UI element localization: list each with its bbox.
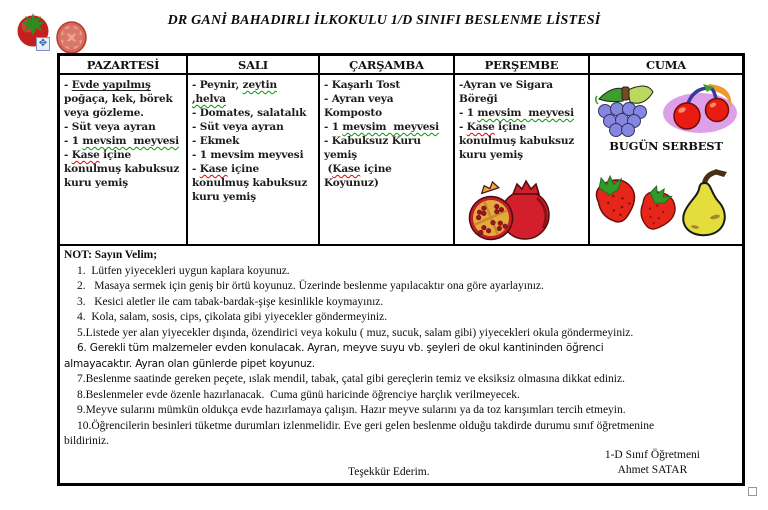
note-line: 6. Gerekli tüm malzemeler evden konulacak. Ayran, meyve suyu vb. şeyleri de okul kantininden öğrenci [77, 342, 604, 354]
teacher-title: 1-D Sınıf Öğretmeni [604, 449, 700, 461]
menu-line: - Ekmek [192, 135, 240, 147]
day-header-monday: PAZARTESİ [60, 56, 188, 75]
grapes-image [593, 80, 657, 138]
menu-line: (Kase içine [324, 163, 392, 175]
note-line: 1. Lütfen yiyecekleri uygun kaplara koyunuz. [77, 264, 290, 277]
menu-line: - 1 mevsim meyvesi [64, 135, 179, 147]
menu-line: - Süt veya ayran [64, 121, 156, 133]
notes-list [64, 248, 737, 450]
day-header-tuesday: SALI [188, 56, 320, 75]
note-line: 9.Meyve sularını mümkün oldukça evde hazırlamaya çalışın. Hazır meyve sularını ya da toz karışımları tercih etmeyin. [77, 404, 626, 416]
menu-line: - Domates, salatalık [192, 107, 307, 119]
note-line: 3. Kesici aletler ile cam tabak-bardak-şişe kesinlikle koymayınız. [77, 295, 384, 308]
menu-line: kuru yemiş [64, 177, 129, 189]
strawberries-image [591, 168, 685, 240]
menu-line: - 1 mevsim meyvesi [459, 107, 574, 119]
menu-line: kuru yemiş [192, 191, 257, 203]
teacher-name: Ahmet SATAR [617, 464, 688, 476]
menu-line: konulmuş kabuksuz [64, 163, 180, 175]
notes-section [60, 246, 742, 483]
menu-line: Komposto [324, 107, 382, 119]
thanks-text: Teşekkür Ederim. [348, 466, 430, 478]
menu-line: konulmuş kabuksuz [192, 177, 308, 189]
menu-line: - Süt veya ayran [192, 121, 284, 133]
note-line: 5.Listede yer alan yiyecekler dışında, özendirici veya kokulu ( muz, sucuk, salam gibi) yiyecekleri okula göndermeyiniz. [77, 326, 634, 339]
menu-cell-tuesday [188, 75, 320, 246]
note-line: 4. Kola, salam, sosis, cips, çikolata gibi yiyecekler göndermeyiniz. [77, 311, 388, 323]
menu-line: - Kase içine [64, 149, 132, 161]
pear-image [674, 167, 740, 241]
day-header-thursday: PERŞEMBE [455, 56, 590, 75]
pomegranate-image [463, 178, 559, 242]
day-header-friday: CUMA [590, 56, 742, 75]
menu-cell-monday [60, 75, 188, 246]
note-line: bildiriniz. [64, 435, 110, 447]
menu-line: - Kase içine [192, 163, 260, 175]
menu-line: veya gözleme. [64, 107, 144, 119]
menu-line: ,helva [192, 93, 226, 105]
note-line: 7.Beslenme saatinde gereken peçete, ıslak mendil, tabak, çatal gibi gereçlerin temiz ve eksiksiz olmasına dikkat ediniz. [77, 373, 625, 385]
menu-line: konulmuş kabuksuz [459, 135, 575, 147]
tomato-slice-icon [56, 21, 87, 54]
menu-line: -Ayran ve Sigara [459, 79, 553, 91]
menu-line: - 1 mevsim meyvesi [192, 149, 304, 161]
menu-line: Koyunuz) [324, 177, 379, 189]
friday-free-label: BUGÜN SERBEST [609, 139, 723, 153]
menu-line: - Kase içine [459, 121, 527, 133]
menu-line: kuru yemiş [459, 149, 524, 161]
menu-line: - Kabuksuz Kuru [324, 135, 421, 147]
teacher-signature [605, 448, 700, 478]
menu-line: yemiş [324, 149, 358, 161]
menu-line: - 1 mevsim meyvesi [324, 121, 439, 133]
menu-cell-friday [590, 75, 742, 246]
menu-line: - Peynir, zeytin [192, 79, 277, 91]
menu-cell-wednesday [320, 75, 455, 246]
table-resize-handle[interactable] [748, 487, 757, 496]
note-line: 10.Öğrencilerin besinleri tüketme durumları izlenmelidir. Eve geri gelen beslenme olduğu takdirde durumu sınıf öğretmenine [77, 419, 655, 432]
menu-cell-thursday [455, 75, 590, 246]
day-header-wednesday: ÇARŞAMBA [320, 56, 455, 75]
note-line: 8.Beslenmeler evde özenle hazırlanacak. Cuma günü haricinde öğrenciye harçlık verilmeyecek. [77, 388, 520, 401]
note-line: 2. Masaya sermek için geniş bir örtü koyunuz. Üzerinde beslenme yapılacaktır ona göre ayarlayınız. [77, 280, 544, 292]
menu-line: Böreği [459, 93, 498, 105]
menu-line: poğaça, kek, börek [64, 93, 173, 105]
move-handle-icon[interactable]: ✥ [36, 37, 50, 51]
menu-line: - Ayran veya [324, 93, 394, 105]
menu-line: - Kaşarlı Tost [324, 79, 401, 91]
page-title: DR GANİ BAHADIRLI İLKOKULU 1/D SINIFI BESLENME LİSTESİ [167, 13, 601, 28]
note-line: almayacaktır. Ayran olan günlerde pipet koyunuz. [64, 357, 315, 370]
cherries-image [659, 79, 739, 135]
menu-table [57, 53, 745, 486]
menu-line: - Evde yapılmış [64, 79, 151, 91]
note-line: NOT: Sayın Velim; [64, 249, 158, 261]
